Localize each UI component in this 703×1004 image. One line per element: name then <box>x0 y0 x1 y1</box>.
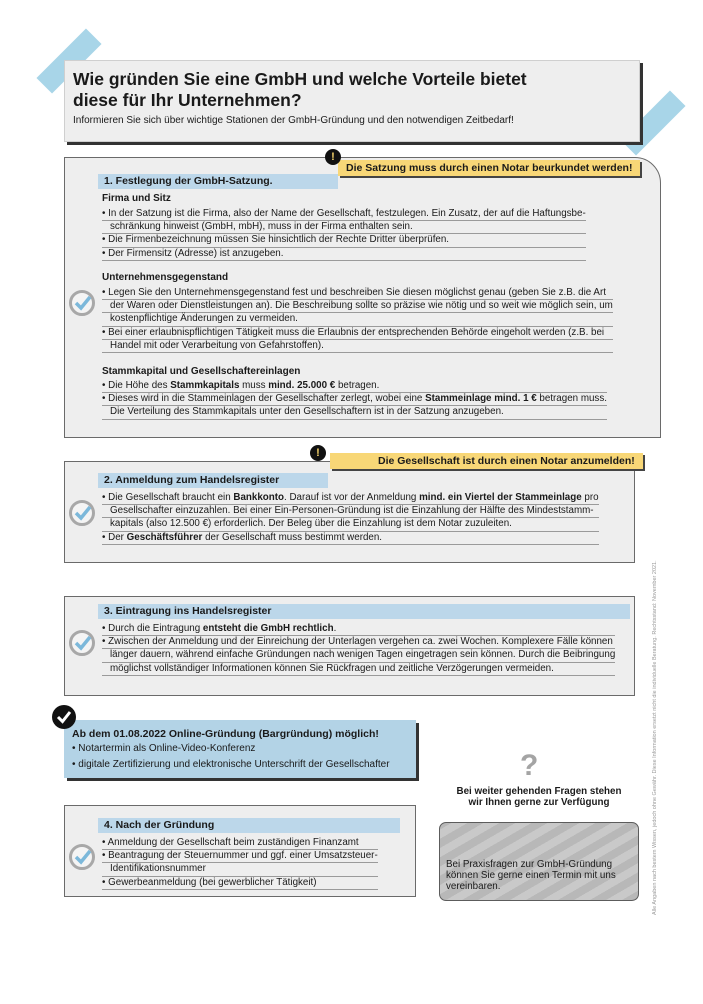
list-item: • Zwischen der Anmeldung und der Einreichung der Unterlagen vergehen ca. zwei Wochen. Komplexere Fälle können <box>102 636 615 649</box>
list-item: Gesellschafter einzuzahlen. Bei einer Ein-Personen-Gründung ist die Einzahlung der Hälfte des Mindeststamm- <box>102 505 599 518</box>
section-nach-gruendung <box>64 805 416 897</box>
text: muss <box>239 380 269 391</box>
text: . <box>333 623 337 634</box>
stammkapital-list <box>102 380 607 420</box>
section-title: 2. Anmeldung zum Handelsregister <box>98 473 328 488</box>
list-item: Die Verteilung des Stammkapitals unter den Gesellschaftern ist in der Satzung anzugeben. <box>102 406 607 419</box>
subheading-stammkapital: Stammkapital und Gesellschaftereinlagen <box>102 366 301 377</box>
list-item: • Legen Sie den Unternehmensgegenstand fest und beschreiben Sie diesen möglichst genau (geben Sie z.B. die Art <box>102 287 613 300</box>
disclaimer: Alle Angaben nach bestem Wissen, jedoch ohne Gewähr. Diese Information ersetzt nicht die individuelle Beratung. Rechtsstand: November 2021. <box>652 560 658 915</box>
list-item: • In der Satzung ist die Firma, also der Name der Gesellschaft, festzulegen. Ein Zusatz, der auf die Haftungsbe- <box>102 208 586 221</box>
list-item: Identifikationsnummer <box>102 863 378 876</box>
firma-list <box>102 208 586 261</box>
text: • Durch die Eintragung <box>102 623 203 634</box>
emphasis: Bankkonto <box>233 492 285 503</box>
check-icon <box>69 844 95 870</box>
text: • Die Gesellschaft braucht ein <box>102 492 234 503</box>
check-icon <box>69 290 95 316</box>
list-item <box>102 380 607 393</box>
list-item: kostenpflichtige Änderungen zu vermeiden. <box>102 313 613 326</box>
list-item: länger dauern, während einfache Gründungen nach wenigen Tagen eingetragen sein können. Durch die Beibringung <box>102 649 615 662</box>
question-mark-icon: ? <box>520 749 539 782</box>
online-title: Ab dem 01.08.2022 Online-Gründung (Bargründung) möglich! <box>72 728 379 740</box>
faq-heading: Bei weiter gehenden Fragen stehen wir Ihnen gerne zur Verfügung <box>456 786 622 808</box>
list-item: • Gewerbeanmeldung (bei gewerblicher Tätigkeit) <box>102 877 378 890</box>
online-gruendung-box <box>64 720 416 778</box>
list-item: • Der Firmensitz (Adresse) ist anzugeben. <box>102 248 586 261</box>
eintragung-list <box>102 623 615 676</box>
text: . Darauf ist vor der Anmeldung <box>284 492 420 503</box>
subheading-firma: Firma und Sitz <box>102 193 171 204</box>
emphasis: Stammkapitals <box>170 380 240 391</box>
check-icon <box>52 705 76 729</box>
notary-banner: Die Gesellschaft ist durch einen Notar anzumelden! <box>330 453 643 469</box>
text: • Die Höhe des <box>102 380 171 391</box>
list-item: • Bei einer erlaubnispflichtigen Tätigkeit muss die Erlaubnis der entsprechenden Behörde eingeholt werden (z.B. bei <box>102 327 613 340</box>
list-item: • Die Firmenbezeichnung müssen Sie hinsichtlich der Rechte Dritter überprüfen. <box>102 234 586 247</box>
section-title: 1. Festlegung der GmbH-Satzung. <box>98 174 338 189</box>
section-title: 3. Eintragung ins Handelsregister <box>98 604 630 619</box>
notary-banner: Die Satzung muss durch einen Notar beurkundet werden! <box>338 160 640 176</box>
list-item: • Notartermin als Online-Video-Konferenz <box>72 743 256 754</box>
check-icon <box>69 500 95 526</box>
header-box <box>64 60 640 142</box>
list-item: • Beantragung der Steuernummer und ggf. einer Umsatzsteuer- <box>102 850 378 863</box>
list-item <box>102 532 599 545</box>
emphasis: mind. ein Viertel der Stammeinlage <box>419 492 582 503</box>
page-subtitle: Informieren Sie sich über wichtige Stationen der GmbH-Gründung und den notwendigen Zeitbedarf! <box>73 115 514 126</box>
list-item: schränkung hinweist (GmbH, mbH), muss in der Firma enthalten sein. <box>102 221 586 234</box>
warning-icon: ! <box>325 149 341 165</box>
text: betragen. <box>335 380 380 391</box>
list-item <box>102 623 615 636</box>
section-eintragung <box>64 596 635 696</box>
check-icon <box>69 630 95 656</box>
list-item: der Waren oder Dienstleistungen an). Die Beschreibung sollte so präzise wie nötig und so weit wie möglich sein, um <box>102 300 613 313</box>
anmeldung-list <box>102 492 599 545</box>
gegenstand-list <box>102 287 613 353</box>
list-item: Handel mit oder Verarbeitung von Gefahrstoffen). <box>102 340 613 353</box>
warning-icon: ! <box>310 445 326 461</box>
section-title: 4. Nach der Gründung <box>98 818 400 833</box>
subheading-gegenstand: Unternehmensgegenstand <box>102 272 229 283</box>
section-satzung <box>64 157 661 438</box>
text: pro <box>581 492 599 503</box>
emphasis: Stammeinlage mind. 1 € <box>425 393 537 405</box>
list-item <box>102 492 599 505</box>
text: der Gesellschaft muss bestimmt werden. <box>202 531 383 543</box>
text: • Der <box>102 531 127 543</box>
nach-gruendung-list <box>102 837 378 890</box>
faq-body: Bei Praxisfragen zur GmbH-Gründung können Sie gerne einen Termin mit uns vereinbaren. <box>446 859 616 892</box>
emphasis: mind. 25.000 € <box>268 380 336 391</box>
section-anmeldung <box>64 461 635 563</box>
list-item: • Anmeldung der Gesellschaft beim zuständigen Finanzamt <box>102 837 378 850</box>
page-title: Wie gründen Sie eine GmbH und welche Vorteile bietet diese für Ihr Unternehmen? <box>73 69 527 110</box>
list-item: möglichst vollständiger Informationen können Sie Rückfragen und zeitliche Verzögerungen vermeiden. <box>102 663 615 676</box>
text: betragen muss. <box>536 393 607 405</box>
emphasis: Geschäftsführer <box>126 531 203 543</box>
list-item <box>102 393 607 406</box>
list-item: • digitale Zertifizierung und elektronische Unterschrift der Gesellschafter <box>72 759 390 770</box>
list-item: kapitals (also 12.500 €) erforderlich. Der Beleg über die Einzahlung ist dem Notar zuzuleiten. <box>102 518 599 531</box>
emphasis: entsteht die GmbH rechtlich <box>202 623 334 634</box>
faq-box <box>439 822 639 901</box>
text: • Dieses wird in die Stammeinlagen der Gesellschafter zerlegt, wobei eine <box>102 393 426 405</box>
